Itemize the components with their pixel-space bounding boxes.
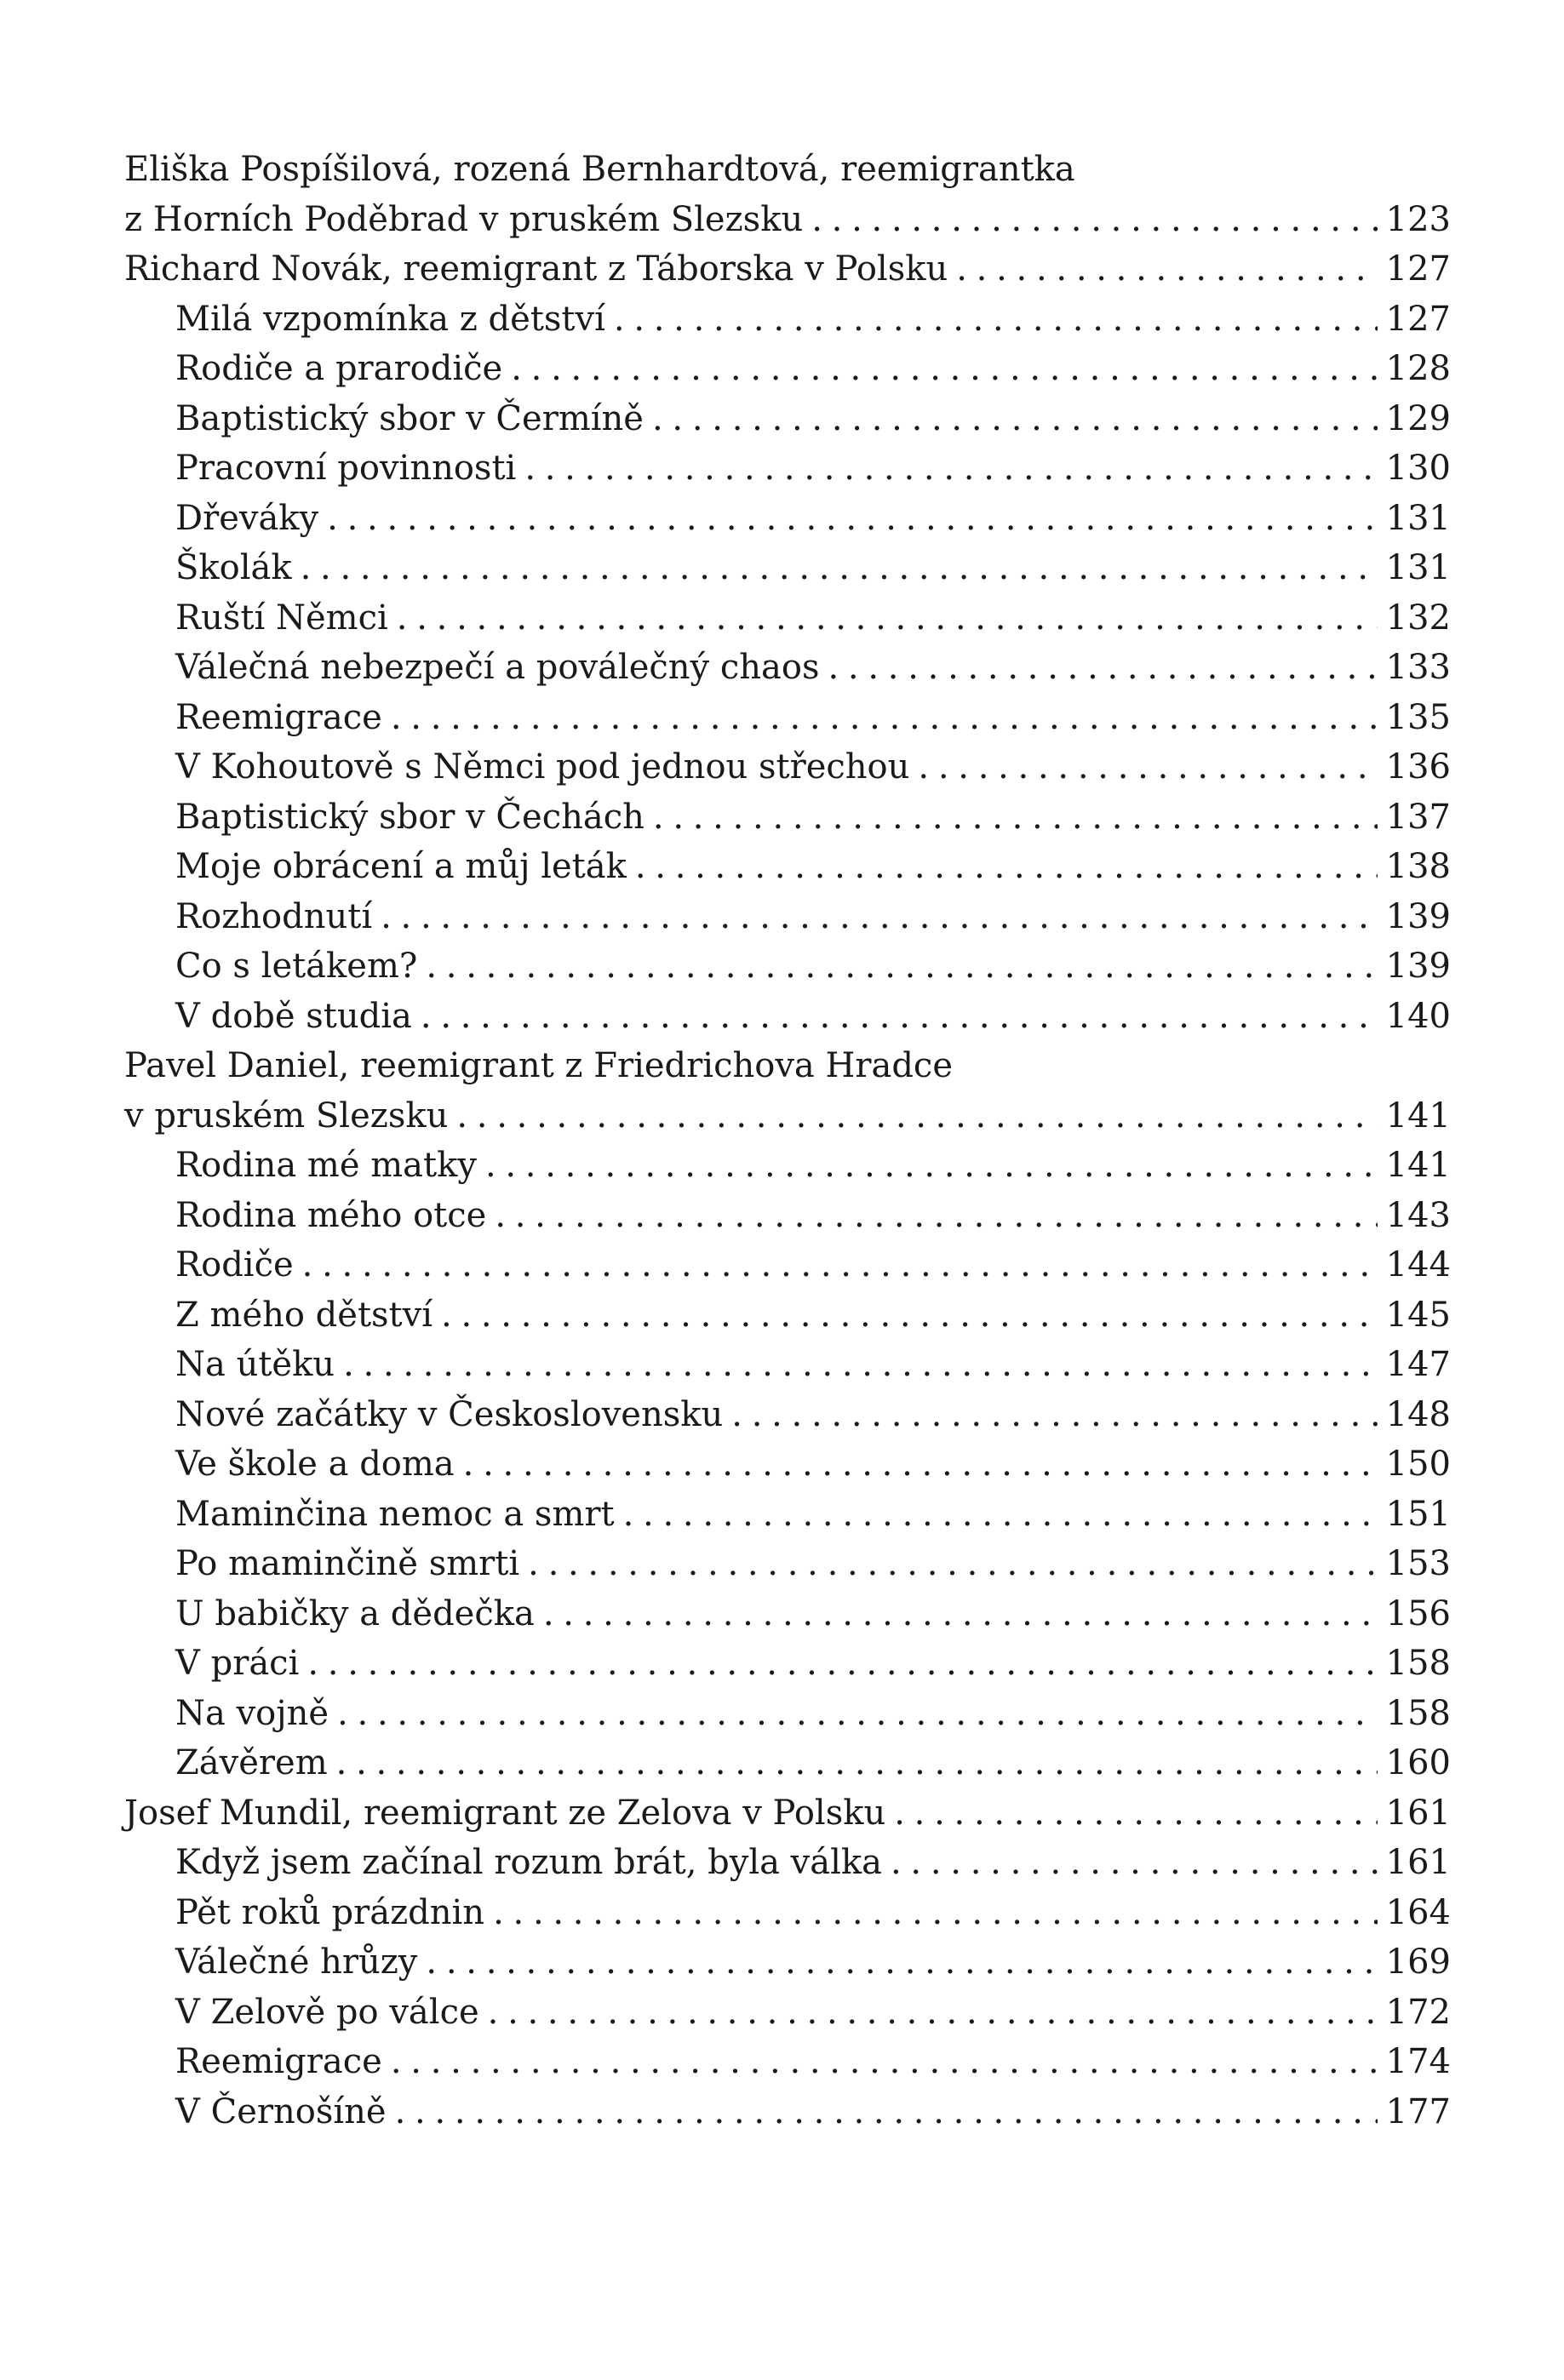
toc-entry-title: Když jsem začínal rozum brát, byla válka	[175, 1843, 882, 1882]
dot-leader	[488, 1988, 1378, 2038]
dot-leader	[891, 1838, 1378, 1888]
toc-subentry	[124, 792, 1451, 843]
toc-subentry	[124, 742, 1451, 792]
dot-leader	[652, 394, 1378, 444]
toc-entry-title: Válečná nebezpečí a poválečný chaos	[175, 648, 820, 687]
dot-leader	[495, 1191, 1377, 1241]
toc-subentry	[124, 1240, 1451, 1290]
toc-subentry	[124, 344, 1451, 394]
toc-subentry	[124, 1738, 1451, 1788]
toc-entry-title: Po maminčině smrti	[175, 1544, 520, 1583]
toc-page-number: 123	[1385, 199, 1451, 239]
toc-entry-title: Baptistický sbor v Čermíně	[175, 398, 644, 438]
toc-entry-title: V Zelově po válce	[175, 1992, 479, 2032]
toc-page-number: 140	[1385, 996, 1451, 1036]
toc-entry-title: Školák	[175, 548, 292, 587]
dot-leader	[391, 693, 1378, 743]
dot-leader	[307, 1639, 1377, 1689]
toc-entry-title: Rozhodnutí	[175, 896, 373, 936]
toc-entry-title: Pavel Daniel, reemigrant z Friedrichova Hradce	[124, 1046, 954, 1085]
toc-page-number: 151	[1385, 1494, 1451, 1534]
dot-leader	[397, 593, 1378, 644]
toc-entry-title: Dřeváky	[175, 498, 319, 538]
dot-leader	[381, 892, 1378, 942]
toc-subentry	[124, 892, 1451, 942]
toc-page-number: 143	[1385, 1195, 1451, 1235]
toc-subentry	[124, 1539, 1451, 1589]
toc-subentry	[124, 2087, 1451, 2137]
dot-leader	[894, 1788, 1377, 1839]
toc-entry-title: Ruští Němci	[175, 598, 388, 638]
toc-entry-title: Josef Mundil, reemigrant ze Zelova v Polsku	[124, 1793, 886, 1833]
toc-subentry	[124, 295, 1451, 345]
toc-page-number: 139	[1385, 896, 1451, 936]
toc-subentry	[124, 1838, 1451, 1888]
toc-entry-title: Závěrem	[175, 1743, 328, 1782]
table-of-contents	[124, 145, 1451, 2137]
dot-leader	[528, 1539, 1378, 1589]
toc-page-number: 158	[1385, 1644, 1451, 1683]
dot-leader	[811, 195, 1377, 245]
toc-subentry	[124, 443, 1451, 494]
toc-entry-title: V Kohoutově s Němci pod jednou střechou	[175, 747, 910, 787]
dot-leader	[456, 1091, 1377, 1141]
toc-entry-title: Richard Novák, reemigrant z Táborska v Polsku	[124, 249, 948, 289]
dot-leader	[337, 1689, 1378, 1739]
toc-subentry	[124, 1639, 1451, 1689]
toc-page-number: 129	[1385, 398, 1451, 438]
toc-subentry	[124, 543, 1451, 593]
dot-leader	[623, 1490, 1378, 1540]
toc-entry-title: Rodina mého otce	[175, 1195, 487, 1235]
dot-leader	[731, 1390, 1377, 1440]
toc-subentry	[124, 1290, 1451, 1341]
toc-page-number: 169	[1385, 1942, 1451, 1982]
toc-subentry	[124, 842, 1451, 892]
dot-leader	[395, 2087, 1378, 2137]
toc-entry-title: Co s letákem?	[175, 947, 418, 986]
toc-entry-title: Rodina mé matky	[175, 1146, 477, 1185]
dot-leader	[441, 1290, 1378, 1341]
toc-entry	[124, 1041, 1451, 1091]
toc-entry-title: Rodiče	[175, 1245, 294, 1284]
dot-leader	[493, 1888, 1378, 1938]
toc-subentry	[124, 643, 1451, 693]
toc-page-number: 145	[1385, 1295, 1451, 1335]
toc-page-number: 160	[1385, 1743, 1451, 1782]
toc-page-number: 139	[1385, 947, 1451, 986]
toc-subentry	[124, 1390, 1451, 1440]
toc-subentry	[124, 941, 1451, 992]
toc-page-number: 141	[1385, 1146, 1451, 1185]
toc-subentry	[124, 1589, 1451, 1639]
dot-leader	[426, 941, 1377, 992]
toc-page-number: 135	[1385, 697, 1451, 737]
toc-subentry	[124, 1689, 1451, 1739]
toc-page-number: 177	[1385, 2091, 1451, 2131]
toc-page-number: 136	[1385, 747, 1451, 787]
toc-subentry	[124, 1988, 1451, 2038]
toc-entry-title: v pruském Slezsku	[124, 1096, 449, 1136]
toc-entry-title: Nové začátky v Československu	[175, 1394, 724, 1434]
toc-subentry	[124, 1439, 1451, 1490]
toc-entry-title: Ve škole a doma	[175, 1445, 455, 1484]
toc-subentry	[124, 1888, 1451, 1938]
toc-entry-title: V době studia	[175, 996, 412, 1036]
toc-subentry	[124, 394, 1451, 444]
toc-entry	[124, 145, 1451, 195]
toc-page-number: 130	[1385, 449, 1451, 488]
dot-leader	[956, 244, 1377, 295]
dot-leader	[343, 1340, 1378, 1390]
toc-page-number: 127	[1385, 299, 1451, 339]
toc-page-number: 158	[1385, 1693, 1451, 1733]
toc-entry-title: V Černošíně	[175, 2091, 387, 2131]
toc-page-number: 141	[1385, 1096, 1451, 1136]
toc-page-number: 144	[1385, 1245, 1451, 1284]
toc-page-number: 128	[1385, 349, 1451, 388]
toc-page-number: 131	[1385, 498, 1451, 538]
toc-subentry	[124, 693, 1451, 743]
dot-leader	[614, 295, 1378, 345]
dot-leader	[327, 494, 1377, 544]
toc-subentry	[124, 593, 1451, 644]
dot-leader	[302, 1240, 1378, 1290]
dot-leader	[485, 1141, 1378, 1191]
toc-page-number: 127	[1385, 249, 1451, 289]
toc-subentry	[124, 992, 1451, 1042]
toc-entry	[124, 1091, 1451, 1141]
toc-subentry	[124, 1490, 1451, 1540]
dot-leader	[301, 543, 1378, 593]
toc-page-number: 156	[1385, 1593, 1451, 1633]
toc-entry-title: Válečné hrůzy	[175, 1942, 418, 1982]
toc-entry	[124, 1788, 1451, 1839]
toc-entry	[124, 244, 1451, 295]
toc-page-number: 137	[1385, 797, 1451, 837]
toc-entry-title: Baptistický sbor v Čechách	[175, 797, 645, 837]
dot-leader	[828, 643, 1377, 693]
dot-leader	[543, 1589, 1378, 1639]
toc-entry-title: Reemigrace	[175, 2042, 382, 2081]
dot-leader	[524, 443, 1377, 494]
toc-entry-title: U babičky a dědečka	[175, 1593, 535, 1633]
toc-page-number: 153	[1385, 1544, 1451, 1583]
toc-subentry	[124, 1937, 1451, 1988]
toc-page-number: 174	[1385, 2042, 1451, 2081]
toc-entry-title: Z mého dětství	[175, 1295, 433, 1335]
toc-entry-title: Pracovní povinnosti	[175, 449, 517, 488]
toc-entry-title: Maminčina nemoc a smrt	[175, 1494, 615, 1534]
toc-subentry	[124, 494, 1451, 544]
toc-page-number: 133	[1385, 648, 1451, 687]
toc-entry-title: z Horních Poděbrad v pruském Slezsku	[124, 199, 804, 239]
toc-page-number: 131	[1385, 548, 1451, 587]
dot-leader	[918, 742, 1377, 792]
toc-entry-title: Pět roků prázdnin	[175, 1892, 485, 1932]
toc-subentry	[124, 2037, 1451, 2087]
dot-leader	[635, 842, 1378, 892]
toc-page-number: 147	[1385, 1345, 1451, 1384]
toc-entry-title: V práci	[175, 1644, 300, 1683]
toc-entry-title: Moje obrácení a můj leták	[175, 847, 627, 886]
toc-entry	[124, 195, 1451, 245]
toc-subentry	[124, 1191, 1451, 1241]
toc-page-number: 161	[1385, 1843, 1451, 1882]
toc-page-number: 164	[1385, 1892, 1451, 1932]
dot-leader	[391, 2037, 1378, 2087]
toc-subentry	[124, 1340, 1451, 1390]
dot-leader	[653, 792, 1378, 843]
dot-leader	[336, 1738, 1378, 1788]
toc-subentry	[124, 1141, 1451, 1191]
toc-page-number: 161	[1385, 1793, 1451, 1833]
toc-entry-title: Eliška Pospíšilová, rozená Bernhardtová, reemigrantka	[124, 150, 1075, 189]
dot-leader	[463, 1439, 1378, 1490]
toc-entry-title: Na vojně	[175, 1693, 329, 1733]
toc-page-number: 172	[1385, 1992, 1451, 2032]
toc-page-number: 150	[1385, 1445, 1451, 1484]
dot-leader	[511, 344, 1377, 394]
toc-page-number: 148	[1385, 1394, 1451, 1434]
toc-entry-title: Rodiče a prarodiče	[175, 349, 503, 388]
toc-entry-title: Reemigrace	[175, 697, 382, 737]
toc-page-number: 132	[1385, 598, 1451, 638]
toc-page-number: 138	[1385, 847, 1451, 886]
toc-entry-title: Na útěku	[175, 1345, 335, 1384]
dot-leader	[426, 1937, 1377, 1988]
toc-entry-title: Milá vzpomínka z dětství	[175, 299, 605, 339]
dot-leader	[421, 992, 1378, 1042]
